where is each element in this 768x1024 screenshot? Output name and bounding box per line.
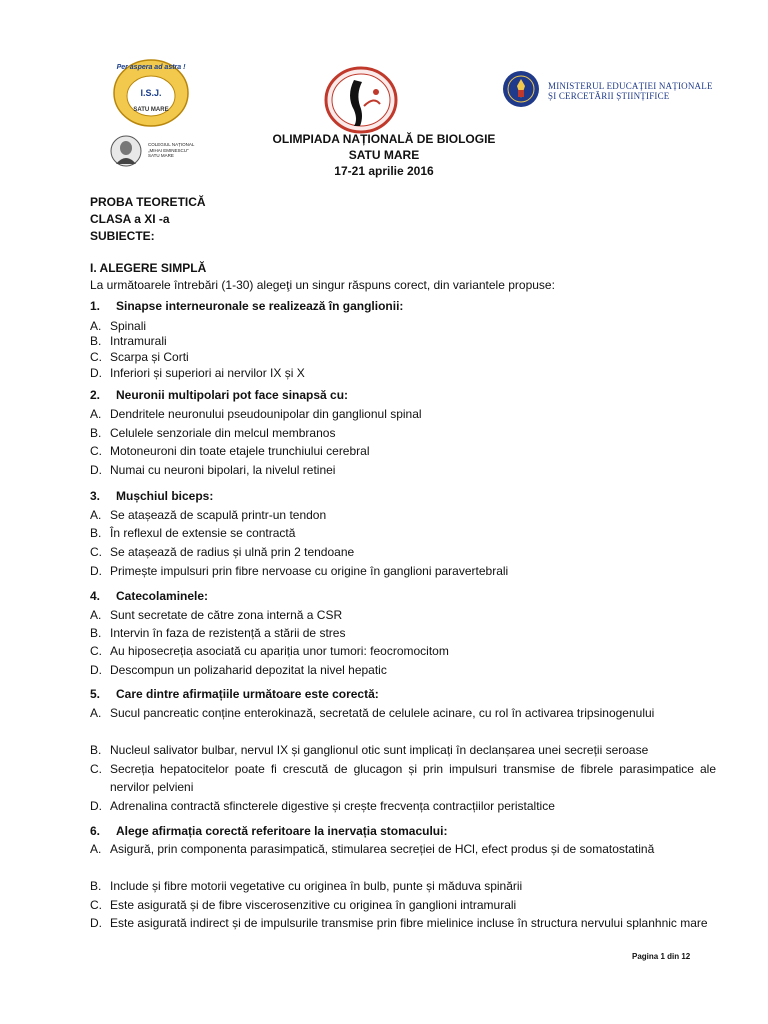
isj-logo bbox=[112, 58, 190, 128]
option-6d: D. Este asigurată indirect și de impulsurile transmise prin fibre mielinice incluse în structura nervului splanhnic mare bbox=[90, 916, 708, 930]
option-2d: D. Numai cu neuroni bipolari, la nivelul retinei bbox=[90, 463, 336, 477]
question-3: 3. Mușchiul biceps: bbox=[90, 489, 214, 503]
option-1a: A. Spinali bbox=[90, 319, 147, 333]
question-2: 2. Neuronii multipolari pot face sinapsă cu: bbox=[90, 388, 349, 402]
question-5: 5. Care dintre afirmațiile următoare este corectă: bbox=[90, 687, 379, 701]
option-4d: D. Descompun un polizaharid depozitat la nivel hepatic bbox=[90, 663, 387, 677]
option-4b: B. Intervin în faza de rezistență a stării de stres bbox=[90, 626, 346, 640]
isj-name: I.S.J. bbox=[140, 88, 162, 98]
option-3b: B. În reflexul de extensie se contractă bbox=[90, 526, 296, 540]
question-text: Mușchiul biceps: bbox=[116, 489, 214, 503]
college-line2: „MIHAI EMINESCU” bbox=[148, 147, 189, 153]
isj-motto: Per aspera ad astra ! bbox=[116, 64, 186, 71]
option-6a: A. Asigură, prin componenta parasimpatică, stimularea secreției de HCl, efect produs și de somatostatină bbox=[90, 842, 655, 856]
isj-city: SATU MARE bbox=[133, 107, 169, 113]
option-5b: B. Nucleul salivator bulbar, nervul IX și ganglionul otic sunt implicați în declanșarea unei secreții seroase bbox=[90, 743, 649, 757]
question-text: Catecolaminele: bbox=[116, 589, 209, 603]
question-text: Alege afirmația corectă referitoare la inervația stomacului: bbox=[116, 824, 448, 838]
option-5c: C. Secreția hepatocitelor poate fi crescută de glucagon și prin impulsuri transmise de fibrele parasimpatice ale nervilor pelvieni bbox=[90, 762, 716, 794]
olympiad-logo bbox=[324, 66, 398, 134]
exam-type: PROBA TEORETICĂ bbox=[90, 195, 206, 209]
ministry-logo bbox=[502, 70, 722, 110]
section-title: I. ALEGERE SIMPLĂ bbox=[90, 261, 207, 275]
question-text: Neuronii multipolari pot face sinapsă cu: bbox=[116, 388, 349, 402]
option-4c: C. Au hiposecreția asociată cu apariția unor tumori: feocromocitom bbox=[90, 644, 449, 658]
option-3a: A. Se atașează de scapulă printr-un tendon bbox=[90, 508, 327, 522]
ministry-line2: ȘI CERCETĂRII ȘTIINȚIFICE bbox=[548, 91, 670, 101]
option-2c: C. Motoneuroni din toate etajele trunchiului cerebral bbox=[90, 444, 370, 458]
section-instructions: La următoarele întrebări (1-30) alegeţi un singur răspuns corect, din variantele propuse: bbox=[90, 278, 555, 292]
option-1b: B. Intramurali bbox=[90, 334, 167, 348]
option-2b: B. Celulele senzoriale din melcul membranos bbox=[90, 426, 336, 440]
olympiad-dates: 17-21 aprilie 2016 bbox=[334, 164, 434, 178]
question-6: 6. Alege afirmația corectă referitoare la inervația stomacului: bbox=[90, 824, 448, 838]
exam-class: CLASA a XI -a bbox=[90, 212, 170, 226]
option-6c: C. Este asigurată și de fibre viscerosenzitive cu originea în ganglioni intramurali bbox=[90, 898, 517, 912]
option-3d: D. Primește impulsuri prin fibre nervoase cu origine în ganglioni paravertebrali bbox=[90, 564, 509, 578]
exam-info bbox=[90, 194, 206, 245]
question-1: 1. Sinapse interneuronale se realizează în ganglionii: bbox=[90, 299, 404, 313]
question-text: Sinapse interneuronale se realizează în ganglionii: bbox=[116, 299, 404, 313]
option-4a: A. Sunt secretate de către zona internă a CSR bbox=[90, 608, 343, 622]
olympiad-title: OLIMPIADA NAȚIONALĂ DE BIOLOGIE bbox=[272, 132, 496, 146]
question-4: 4. Catecolaminele: bbox=[90, 589, 209, 603]
option-2a: A. Dendritele neuronului pseudounipolar din ganglionul spinal bbox=[90, 407, 422, 421]
olympiad-city: SATU MARE bbox=[348, 148, 420, 162]
option-3c: C. Se atașează de radius și ulnă prin 2 tendoane bbox=[90, 545, 355, 559]
ministry-line1: MINISTERUL EDUCAȚIEI NAȚIONALE bbox=[548, 81, 713, 91]
question-text: Care dintre afirmațiile următoare este corectă: bbox=[116, 687, 379, 701]
option-5a: A. Sucul pancreatic conține enterokinază, secretată de celulele acinare, cu rol în activarea tripsinogenului bbox=[90, 706, 655, 720]
option-6b: B. Include și fibre motorii vegetative cu originea în bulb, punte și măduva spinării bbox=[90, 879, 523, 893]
option-5d: D. Adrenalina contractă sfincterele digestive și crește frecvența contracțiilor peristaltice bbox=[90, 799, 555, 813]
option-1c: C. Scarpa și Corti bbox=[90, 350, 189, 364]
olympiad-header bbox=[0, 131, 768, 179]
college-line1: COLEGIUL NAȚIONAL bbox=[148, 142, 195, 147]
option-1d: D. Inferiori și superiori ai nervilor IX și X bbox=[90, 366, 305, 380]
college-line3: SATU MARE bbox=[148, 153, 174, 158]
page-number: Pagina 1 din 12 bbox=[632, 952, 691, 961]
exam-subjects: SUBIECTE: bbox=[90, 229, 155, 243]
